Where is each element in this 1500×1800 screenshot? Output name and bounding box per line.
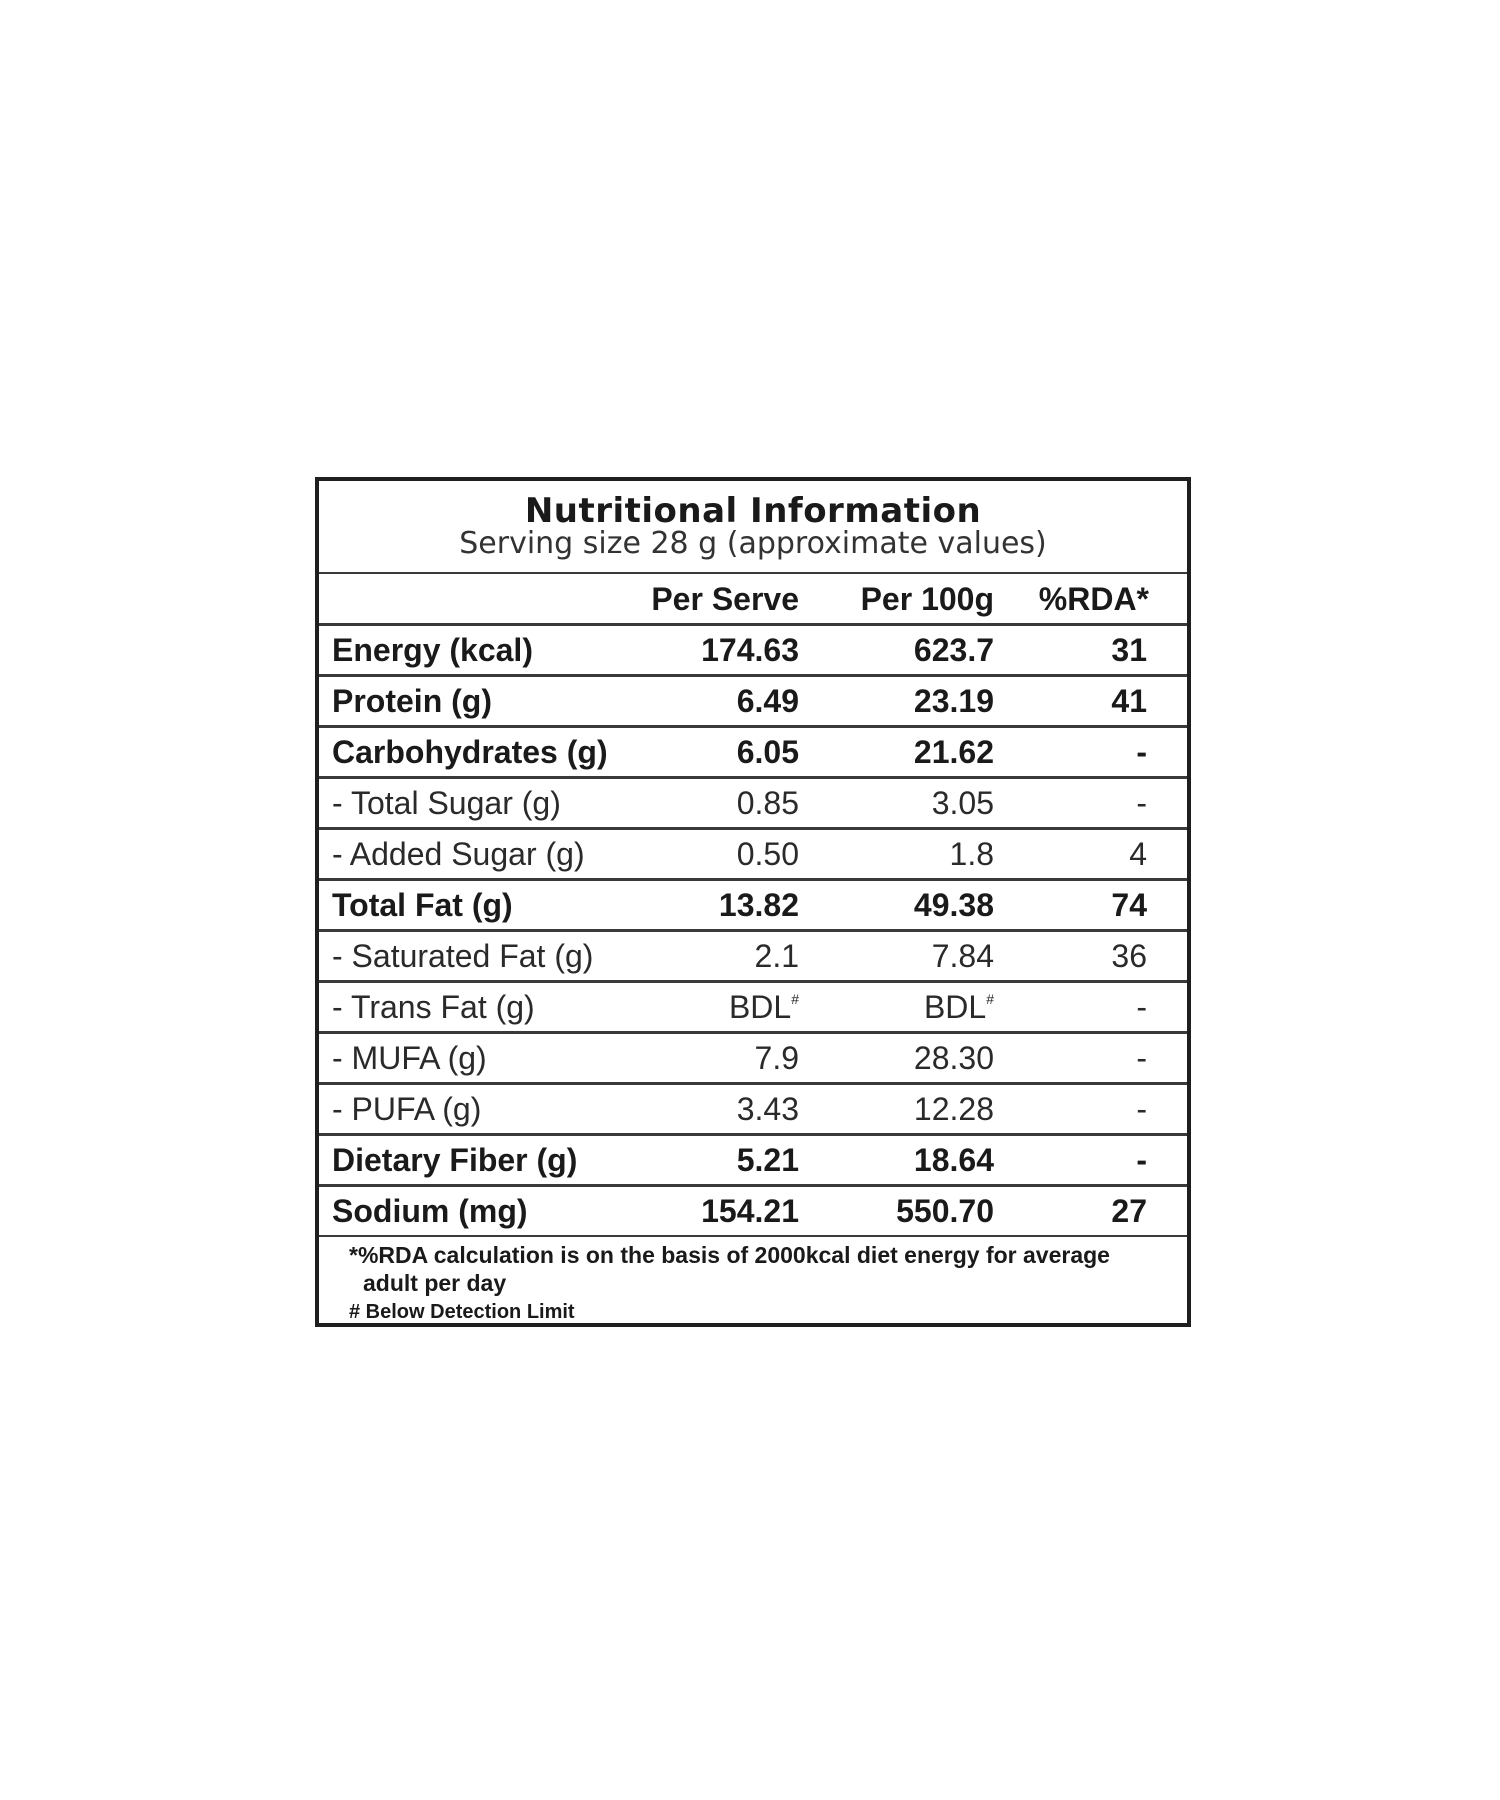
- per-100g-value: [799, 982, 994, 1033]
- per-serve-value: 0.85: [619, 778, 799, 829]
- rda-value: -: [994, 1033, 1187, 1084]
- per-100g-value: 18.64: [799, 1135, 994, 1186]
- per-100g-value: 550.70: [799, 1186, 994, 1237]
- nutrient-name: Total Fat (g): [319, 880, 619, 931]
- rda-value: 31: [994, 625, 1187, 676]
- per-serve-value: 2.1: [619, 931, 799, 982]
- rda-value: 41: [994, 676, 1187, 727]
- rda-value: -: [994, 1084, 1187, 1135]
- per-100g-value: 3.05: [799, 778, 994, 829]
- hash-mark: #: [791, 991, 799, 1007]
- serving-size: Serving size 28 g (approximate values): [459, 526, 1047, 561]
- table-row: [319, 829, 1187, 880]
- nutrient-name: - Total Sugar (g): [319, 778, 619, 829]
- header-per-100g: Per 100g: [799, 574, 994, 625]
- nutrient-name: Dietary Fiber (g): [319, 1135, 619, 1186]
- per-100g-value: 21.62: [799, 727, 994, 778]
- nutrient-name: Energy (kcal): [319, 625, 619, 676]
- rda-footnote: *%RDA calculation is on the basis of 2000kcal diet energy for average: [349, 1242, 1110, 1268]
- header-per-serve: Per Serve: [619, 574, 799, 625]
- per-100g-value: 12.28: [799, 1084, 994, 1135]
- nutrient-name: Protein (g): [319, 676, 619, 727]
- bdl-text: BDL: [728, 989, 792, 1025]
- per-serve-value: 0.50: [619, 829, 799, 880]
- table-row: [319, 1186, 1187, 1237]
- table-row: [319, 1084, 1187, 1135]
- footnotes: [319, 1237, 1187, 1326]
- table-row: [319, 625, 1187, 676]
- table-row: [319, 676, 1187, 727]
- per-100g-value: 7.84: [799, 931, 994, 982]
- rda-value: -: [994, 982, 1187, 1033]
- rda-value: 27: [994, 1186, 1187, 1237]
- panel-header: [319, 481, 1187, 574]
- table-row: [319, 982, 1187, 1033]
- per-serve-value: 7.9: [619, 1033, 799, 1084]
- per-serve-value: 6.05: [619, 727, 799, 778]
- table-row: [319, 1135, 1187, 1186]
- per-100g-value: 49.38: [799, 880, 994, 931]
- per-100g-value: 28.30: [799, 1033, 994, 1084]
- per-serve-value: 174.63: [619, 625, 799, 676]
- panel-title: Nutritional Information: [524, 491, 982, 531]
- per-serve-value: 13.82: [619, 880, 799, 931]
- table-row: [319, 1033, 1187, 1084]
- rda-value: 74: [994, 880, 1187, 931]
- per-100g-value: 1.8: [799, 829, 994, 880]
- nutrient-name: - MUFA (g): [319, 1033, 619, 1084]
- nutrient-name: Carbohydrates (g): [319, 727, 619, 778]
- table-header-row: [319, 574, 1187, 625]
- table-row: [319, 880, 1187, 931]
- table-row: [319, 931, 1187, 982]
- bdl-footnote: # Below Detection Limit: [349, 1301, 575, 1323]
- nutrient-name: - Trans Fat (g): [319, 982, 619, 1033]
- header-rda: %RDA*: [994, 574, 1187, 625]
- rda-value: 4: [994, 829, 1187, 880]
- rda-footnote-continued: adult per day: [363, 1270, 507, 1296]
- per-serve-value: 3.43: [619, 1084, 799, 1135]
- per-serve-value: [619, 982, 799, 1033]
- hash-mark: #: [986, 991, 994, 1007]
- bdl-text: BDL: [923, 989, 987, 1025]
- nutrition-panel: [315, 477, 1191, 1327]
- per-serve-value: 6.49: [619, 676, 799, 727]
- header-nutrient: [319, 574, 619, 625]
- nutrient-name: - PUFA (g): [319, 1084, 619, 1135]
- per-serve-value: 154.21: [619, 1186, 799, 1237]
- per-serve-value: 5.21: [619, 1135, 799, 1186]
- nutrient-name: - Saturated Fat (g): [319, 931, 619, 982]
- rda-value: -: [994, 727, 1187, 778]
- nutrient-name: - Added Sugar (g): [319, 829, 619, 880]
- per-100g-value: 623.7: [799, 625, 994, 676]
- rda-value: -: [994, 778, 1187, 829]
- per-100g-value: 23.19: [799, 676, 994, 727]
- rda-value: -: [994, 1135, 1187, 1186]
- rda-value: 36: [994, 931, 1187, 982]
- table-row: [319, 727, 1187, 778]
- nutrition-table: [319, 574, 1187, 1237]
- nutrient-name: Sodium (mg): [319, 1186, 619, 1237]
- table-row: [319, 778, 1187, 829]
